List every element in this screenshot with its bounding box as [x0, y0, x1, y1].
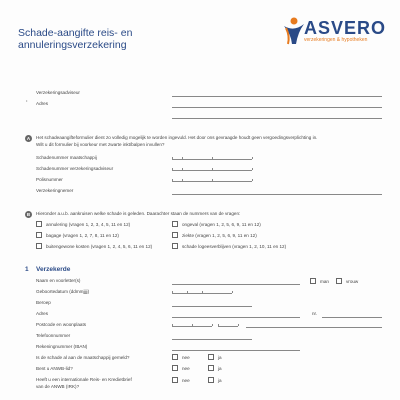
asvero-logo	[282, 16, 394, 46]
section-b-bullet: B	[26, 212, 31, 217]
iban-label: Rekeningnummer (IBAN)	[36, 344, 88, 349]
checkbox-ziekte[interactable]	[172, 232, 178, 238]
form-title-line2: annuleringsverzekering	[18, 39, 127, 51]
adres-field[interactable]	[172, 317, 300, 318]
checkbox-vrouw[interactable]	[336, 278, 342, 284]
name-field[interactable]	[172, 284, 300, 285]
gemeld-ja-label: ja	[218, 355, 222, 360]
section-1-title: Verzekerde	[36, 266, 71, 273]
q-anwb-label: Bent u ANWB-lid?	[36, 366, 73, 371]
postcode-letters-field[interactable]	[218, 322, 238, 327]
address-label: Adres	[36, 101, 49, 106]
section-a-intro	[36, 134, 396, 148]
address-field-2[interactable]	[172, 118, 382, 119]
option-annulering-label: annulering (vragen 1, 2, 3, 4, 5, 11 en 12)	[46, 222, 131, 227]
form-title-line1: Schade-aangifte reis- en	[18, 27, 133, 39]
option-ziekte-label: ziekte (vragen 1, 2, 5, 6, 9, 11 en 12)	[182, 233, 257, 238]
section-a-intro-line1: Het schadeaangifteformulier dient zo volledig mogelijk te worden ingevuld. Het door ons gevraagde houdt geen vergoedingsverplichting in.	[36, 135, 318, 140]
checkbox-gemeld-nee[interactable]	[172, 354, 178, 360]
anwb-ja-label: ja	[218, 366, 222, 371]
telefoon-field[interactable]	[172, 339, 252, 340]
adres-label: Adres	[36, 311, 49, 316]
checkbox-buitengewone-kosten[interactable]	[36, 243, 42, 249]
section-a-bullet: A	[26, 136, 31, 141]
section-b-intro: Hieronder a.u.b. aankruisen welke schade is geleden. Daarachter staan de nummers van de vragen:	[36, 211, 241, 216]
margin-dot: •	[26, 98, 28, 103]
postcode-label: Postcode en woonplaats	[36, 322, 87, 327]
beroep-label: Beroep	[36, 300, 51, 305]
logo-tagline: verzekeringen & hypotheken	[304, 37, 368, 43]
checkbox-ongeval[interactable]	[172, 221, 178, 227]
checkbox-bagage[interactable]	[36, 232, 42, 238]
woonplaats-field[interactable]	[246, 327, 382, 328]
advisor-field[interactable]	[172, 96, 382, 97]
policyholder-field[interactable]	[172, 194, 382, 195]
policy-number-field[interactable]	[172, 177, 252, 182]
name-label: Naam en voorletter(s)	[36, 278, 81, 283]
option-buitengewone-kosten-label: buitengewone kosten (vragen 1, 2, 4, 5, 6, 11 en 12)	[46, 244, 153, 249]
checkbox-man[interactable]	[310, 278, 316, 284]
advisor-label: Verzekeringsadviseur	[36, 90, 80, 95]
dob-label: Geboortedatum (ddmmjjjj)	[36, 289, 90, 294]
claim-number-advisor-label: Schadenummer verzekeringsadviseur	[36, 166, 114, 171]
q-reis-label-line2: van de ANWB (IRK)?	[36, 384, 80, 389]
claim-number-advisor-field[interactable]	[172, 166, 252, 171]
person-figure-icon	[282, 16, 306, 46]
checkbox-anwb-ja[interactable]	[208, 365, 214, 371]
claim-number-company-label: Schadenummer maatschappij	[36, 155, 97, 160]
reis-nee-label: nee	[182, 378, 190, 383]
q-gemeld-label: Is de schade al aan de maatschappij gemeld?	[36, 355, 130, 360]
policyholder-label: Verzekeringnemer	[36, 188, 74, 193]
logo-wordmark: ASVERO	[304, 18, 387, 38]
man-label: man	[320, 279, 329, 284]
option-bagage-label: bagage (vragen 1, 2, 7, 8, 11 en 12)	[46, 233, 119, 238]
dob-field[interactable]	[172, 289, 232, 294]
policy-number-label: Polisnummer	[36, 177, 63, 182]
checkbox-annulering[interactable]	[36, 221, 42, 227]
form-title	[18, 27, 238, 51]
claim-number-company-field[interactable]	[172, 155, 252, 160]
telefoon-label: Telefoonnummer	[36, 333, 71, 338]
checkbox-gemeld-ja[interactable]	[208, 354, 214, 360]
section-a-intro-line2: Wilt u dit formulier bij voorkeur met zwarte inkt/balpen invullen?	[36, 142, 165, 147]
beroep-field[interactable]	[172, 306, 252, 307]
checkbox-anwb-nee[interactable]	[172, 365, 178, 371]
vrouw-label: vrouw	[346, 279, 359, 284]
reis-ja-label: ja	[218, 378, 222, 383]
anwb-nee-label: nee	[182, 366, 190, 371]
nr-field[interactable]	[322, 317, 382, 318]
checkbox-reis-ja[interactable]	[208, 377, 214, 383]
option-schade-logeesverblijven-label: schade logeesverblijven (vragen 1, 2, 10, 11 en 12)	[182, 244, 287, 249]
gemeld-nee-label: nee	[182, 355, 190, 360]
postcode-field[interactable]	[172, 322, 212, 327]
section-1-number: 1	[25, 266, 29, 273]
nr-label: nr.	[312, 311, 318, 316]
checkbox-schade-logeesverblijven[interactable]	[172, 243, 178, 249]
iban-field[interactable]	[172, 350, 300, 351]
q-reis-label-line1: Heeft u een internationale Reis- en Kredietbrief	[36, 377, 132, 382]
address-field[interactable]	[172, 107, 382, 108]
checkbox-reis-nee[interactable]	[172, 377, 178, 383]
option-ongeval-label: ongeval (vragen 1, 2, 5, 6, 9, 11 en 12)	[182, 222, 261, 227]
